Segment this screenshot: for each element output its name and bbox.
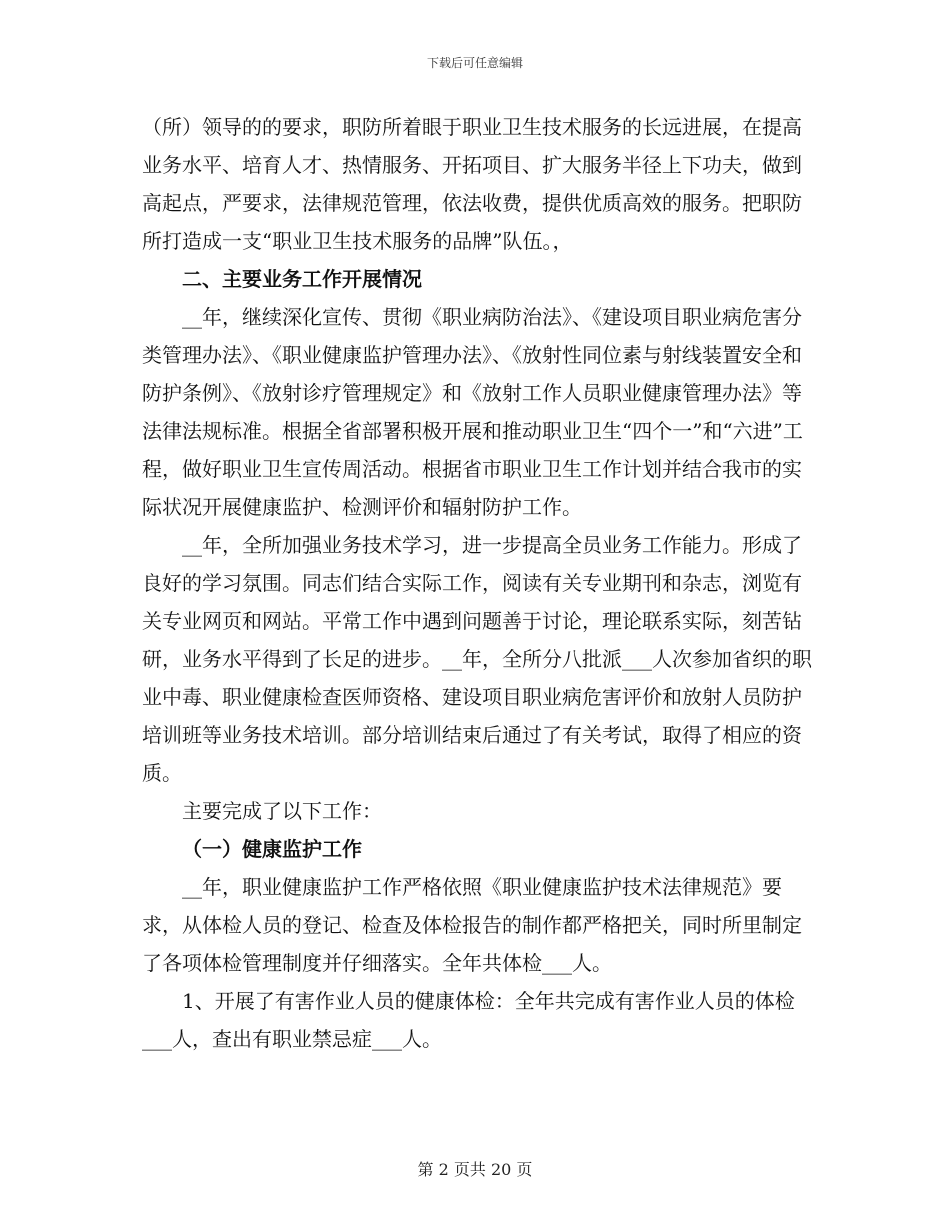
page-header: 下载后可任意编辑 <box>426 56 523 70</box>
document-body <box>142 108 812 1058</box>
paragraph-1: （所）领导的的要求，职防所着眼于职业卫生技术服务的长远进展，在提高业务水平、培育人才、热情服务、开拓项目、扩大服务半径上下功夫，做到高起点，严要求，法律规范管理，依法收费，提供优质高效的服务。把职防所打造成一支“职业卫生技术服务的品牌”队伍。， <box>142 115 802 253</box>
paragraph-3: __年，全所加强业务技术学习，进一步提高全员业务工作能力。形成了良好的学习氛围。同志们结合实际工作，阅读有关专业期刊和杂志，浏览有关专业网页和网站。平常工作中遇到问题善于讨论，理论联系实际，刻苦钻研，业务水平得到了长足的进步。__年，全所分八批派___人次参加省织的职业中毒、职业健康检查医师资格、建设项目职业病危害评价和放射人员防护培训班等业务技术培训。部分培训结束后通过了有关考试，取得了相应的资质。 <box>142 533 812 785</box>
page-footer: 第 2 页共 20 页 <box>417 1160 533 1179</box>
section-heading-2: 二、主要业务工作开展情况 <box>182 267 422 291</box>
paragraph-2: __年，继续深化宣传、贯彻《职业病防治法》、《建设项目职业病危害分类管理办法》、《职业健康监护管理办法》、《放射性同位素与射线装置安全和防护条例》、《放射诊疗管理规定》和《放射工作人员职业健康管理办法》等法律法规标准。根据全省部署积极开展和推动职业卫生“四个一”和“六进”工程，做好职业卫生宣传周活动。根据省市职业卫生工作计划并结合我市的实际状况开展健康监护、检测评价和辐射防护工作。 <box>142 305 803 519</box>
paragraph-5: __年，职业健康监护工作严格依照《职业健康监护技术法律规范》要求，从体检人员的登记、检查及体检报告的制作都严格把关，同时所里制定了各项体检管理制度并仔细落实。全年共体检___人。 <box>142 875 802 975</box>
subsection-heading-1: （一）健康监护工作 <box>182 837 362 861</box>
paragraph-4: 主要完成了以下工作： <box>182 799 382 823</box>
paragraph-6: 1、开展了有害作业人员的健康体检：全年共完成有害作业人员的体检___人，查出有职业禁忌症___人。 <box>142 989 795 1051</box>
